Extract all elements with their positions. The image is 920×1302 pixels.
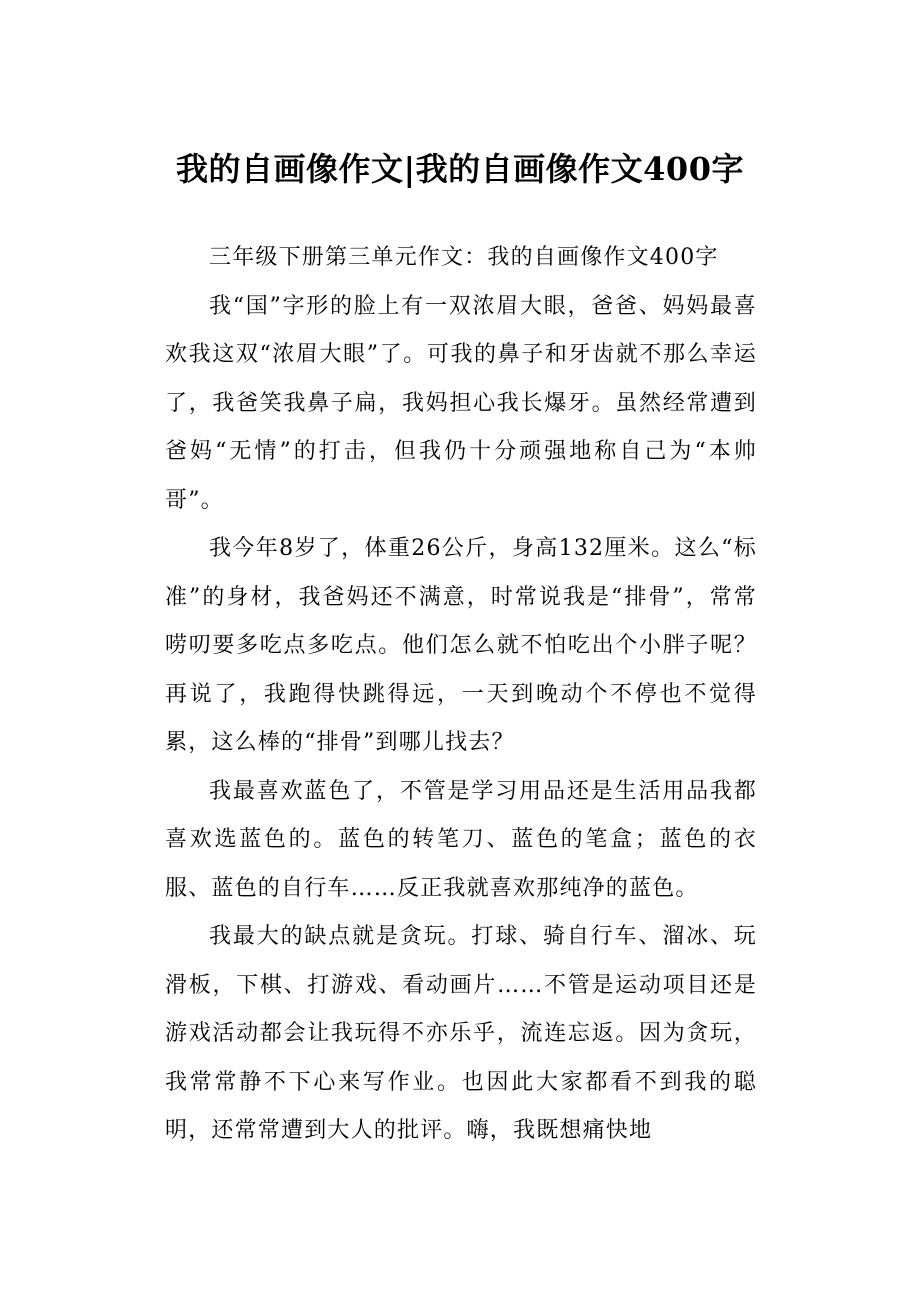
paragraph-subtitle: 三年级下册第三单元作文：我的自画像作文400字 xyxy=(209,245,719,270)
document-body xyxy=(165,234,757,1156)
paragraph-face: 我“国”字形的脸上有一双浓眉大眼，爸爸、妈妈最喜欢我这双“浓眉大眼”了。可我的鼻子和牙齿就不那么幸运了，我爸笑我鼻子扁，我妈担心我长爆牙。虽然经常遭到爸妈“无情”的打击，但我仍十分顽强地称自己为“本帅哥”。 xyxy=(165,293,757,513)
paragraph-shortcoming: 我最大的缺点就是贪玩。打球、骑自行车、溜冰、玩滑板，下棋、打游戏、看动画片……不管是运动项目还是游戏活动都会让我玩得不亦乐乎，流连忘返。因为贪玩，我常常静不下心来写作业。也因此大家都看不到我的聪明，还常常遭到大人的批评。嗨，我既想痛快地 xyxy=(165,924,757,1143)
paragraph-favorite-color: 我最喜欢蓝色了，不管是学习用品还是生活用品我都喜欢选蓝色的。蓝色的转笔刀、蓝色的笔盒；蓝色的衣服、蓝色的自行车……反正我就喜欢那纯净的蓝色。 xyxy=(165,778,757,901)
document-title: 我的自画像作文|我的自画像作文400字 xyxy=(176,150,744,189)
paragraph-body-stats: 我今年8岁了，体重26公斤，身高132厘米。这么“标准”的身材，我爸妈还不满意，时常说我是“排骨”，常常唠叨要多吃点多吃点。他们怎么就不怕吃出个小胖子呢？再说了，我跑得快跳得远，一天到晚动个不停也不觉得累，这么棒的“排骨”到哪儿找去？ xyxy=(165,536,757,755)
